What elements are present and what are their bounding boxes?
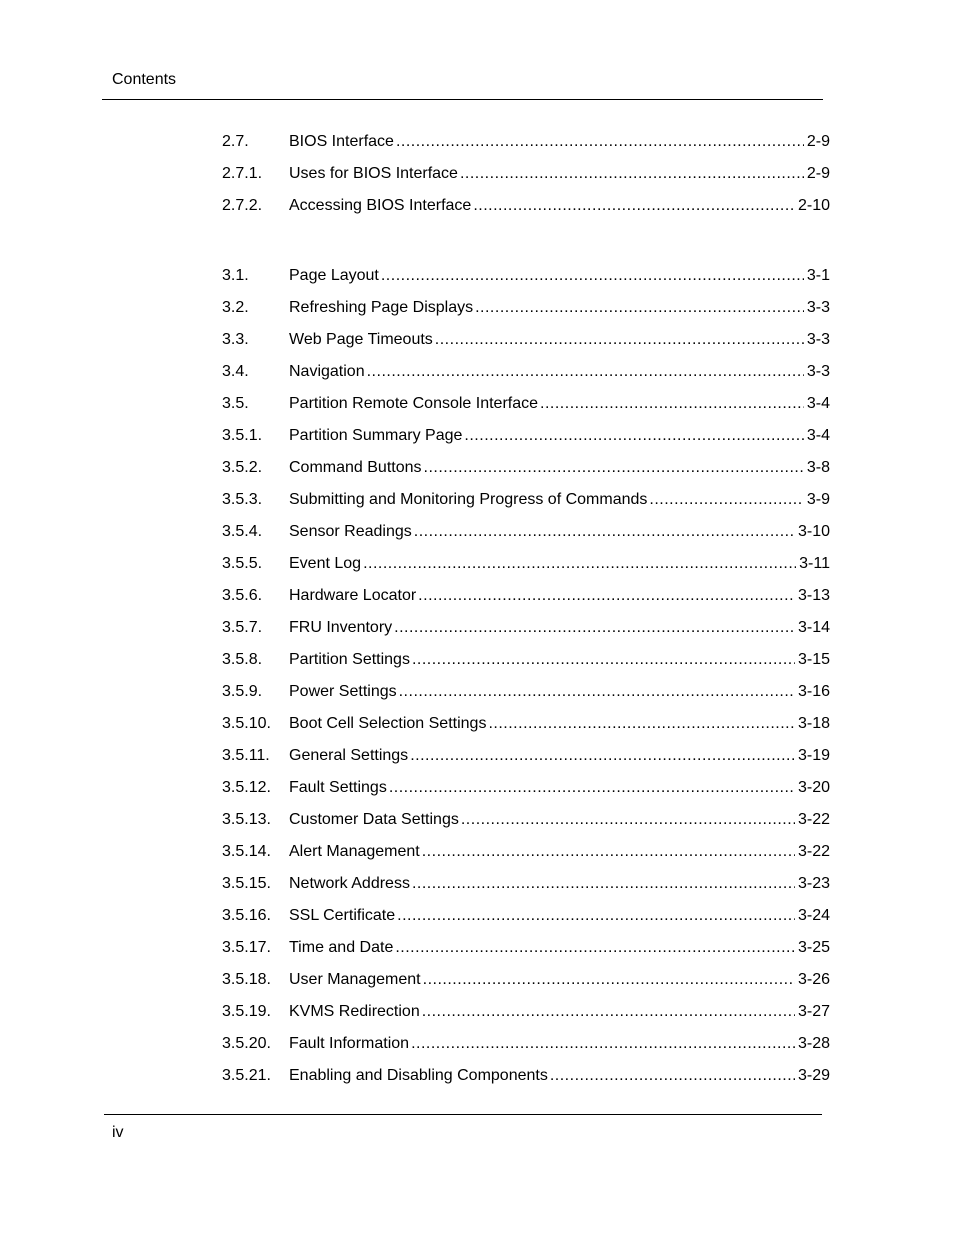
toc-dot-leader xyxy=(411,1033,795,1055)
toc-entry-number: 3.5.12. xyxy=(222,779,271,796)
toc-entry-title: KVMS Redirection xyxy=(289,1003,420,1020)
toc-entry-page: 3-8 xyxy=(806,459,830,476)
toc-dot-leader xyxy=(464,425,803,447)
footer-rule xyxy=(104,1114,822,1115)
toc-entry[interactable] xyxy=(222,649,830,681)
toc-entry-title: Uses for BIOS Interface xyxy=(289,165,458,182)
toc-entry-number: 2.7. xyxy=(222,133,249,150)
toc-entry-title: User Management xyxy=(289,971,421,988)
toc-entry[interactable] xyxy=(222,489,830,521)
toc-entry-number: 3.5.1. xyxy=(222,427,263,444)
toc-entry-number: 3.5.9. xyxy=(222,683,263,700)
toc-entry-number: 3.5.2. xyxy=(222,459,263,476)
toc-dot-leader xyxy=(394,617,795,639)
toc-entry[interactable] xyxy=(222,713,830,745)
toc-entry-number: 3.5. xyxy=(222,395,249,412)
toc-entry-number: 3.5.4. xyxy=(222,523,263,540)
toc-entry[interactable] xyxy=(222,777,830,809)
toc-entry-title: Time and Date xyxy=(289,939,394,956)
toc-entry-number: 3.5.17. xyxy=(222,939,271,956)
toc-entry-title: Accessing BIOS Interface xyxy=(289,197,472,214)
toc-entry-title: Boot Cell Selection Settings xyxy=(289,715,487,732)
toc-entry-title: Partition Summary Page xyxy=(289,427,463,444)
toc-group xyxy=(222,265,830,1097)
toc-entry-title: Network Address xyxy=(289,875,410,892)
toc-dot-leader xyxy=(461,809,795,831)
toc-entry-page: 3-27 xyxy=(797,1003,830,1020)
toc-dot-leader xyxy=(367,361,804,383)
toc-entry[interactable] xyxy=(222,131,830,163)
toc-entry-page: 2-9 xyxy=(806,165,830,182)
toc-entry-page: 3-19 xyxy=(797,747,830,764)
toc-entry-number: 3.5.6. xyxy=(222,587,263,604)
toc-entry-number: 3.3. xyxy=(222,331,249,348)
toc-dot-leader xyxy=(412,649,795,671)
toc-dot-leader xyxy=(418,585,795,607)
toc-entry[interactable] xyxy=(222,265,830,297)
toc-entry-page: 3-22 xyxy=(797,811,830,828)
toc-entry-page: 3-4 xyxy=(806,427,830,444)
toc-dot-leader xyxy=(460,163,804,185)
toc-dot-leader xyxy=(488,713,795,735)
toc-dot-leader xyxy=(412,873,795,895)
toc-entry[interactable] xyxy=(222,809,830,841)
toc-entry[interactable] xyxy=(222,425,830,457)
toc-entry-page: 3-3 xyxy=(806,363,830,380)
toc-entry-title: BIOS Interface xyxy=(289,133,394,150)
toc-dot-leader xyxy=(422,841,795,863)
footer-page-number: iv xyxy=(112,1124,124,1141)
toc-entry-page: 3-11 xyxy=(799,555,830,572)
toc-entry-title: FRU Inventory xyxy=(289,619,393,636)
toc-entry[interactable] xyxy=(222,163,830,195)
toc-entry[interactable] xyxy=(222,841,830,873)
toc-entry-title: Refreshing Page Displays xyxy=(289,299,474,316)
toc-dot-leader xyxy=(550,1065,795,1087)
toc-entry-title: Hardware Locator xyxy=(289,587,417,604)
toc-entry-title: Fault Settings xyxy=(289,779,387,796)
toc-entry-page: 3-18 xyxy=(797,715,830,732)
toc-entry-number: 3.5.14. xyxy=(222,843,271,860)
toc-entry-page: 3-29 xyxy=(797,1067,830,1084)
toc-entry-number: 3.5.11. xyxy=(222,747,270,764)
toc-dot-leader xyxy=(381,265,804,287)
toc-entry[interactable] xyxy=(222,585,830,617)
toc-entry[interactable] xyxy=(222,681,830,713)
toc-entry-number: 3.5.19. xyxy=(222,1003,271,1020)
toc-entry-title: Partition Remote Console Interface xyxy=(289,395,539,412)
toc-dot-leader xyxy=(399,681,795,703)
toc-entry-number: 3.5.5. xyxy=(222,555,263,572)
toc-entry-number: 3.1. xyxy=(222,267,249,284)
toc-entry-number: 3.5.20. xyxy=(222,1035,271,1052)
toc-dot-leader xyxy=(424,457,804,479)
toc-entry[interactable] xyxy=(222,457,830,489)
toc-entry-page: 3-16 xyxy=(797,683,830,700)
toc-entry[interactable] xyxy=(222,969,830,1001)
toc-entry-title: Power Settings xyxy=(289,683,397,700)
toc-entry-title: Enabling and Disabling Components xyxy=(289,1067,548,1084)
toc-entry[interactable] xyxy=(222,393,830,425)
toc-entry-number: 2.7.2. xyxy=(222,197,263,214)
toc-entry-page: 3-3 xyxy=(806,331,830,348)
toc-entry-title: Alert Management xyxy=(289,843,420,860)
toc-entry-page: 2-10 xyxy=(797,197,830,214)
toc-dot-leader xyxy=(395,937,795,959)
toc-entry-page: 3-20 xyxy=(797,779,830,796)
toc-dot-leader xyxy=(389,777,795,799)
toc-entry-page: 3-28 xyxy=(797,1035,830,1052)
toc-entry-title: Submitting and Monitoring Progress of Commands xyxy=(289,491,648,508)
toc-entry[interactable] xyxy=(222,1033,830,1065)
toc-entry[interactable] xyxy=(222,195,830,227)
toc-entry[interactable] xyxy=(222,297,830,329)
toc-entry-number: 2.7.1. xyxy=(222,165,263,182)
toc-dot-leader xyxy=(473,195,795,217)
toc-dot-leader xyxy=(363,553,796,575)
toc-dot-leader xyxy=(540,393,804,415)
toc-entry-page: 3-3 xyxy=(806,299,830,316)
toc-entry[interactable] xyxy=(222,937,830,969)
toc-entry-page: 3-4 xyxy=(806,395,830,412)
toc-entry[interactable] xyxy=(222,1065,830,1097)
toc-entry-title: Navigation xyxy=(289,363,365,380)
toc-entry[interactable] xyxy=(222,521,830,553)
toc-entry-title: Page Layout xyxy=(289,267,379,284)
toc-entry-number: 3.5.3. xyxy=(222,491,263,508)
toc-entry-page: 3-24 xyxy=(797,907,830,924)
toc-entry-page: 3-10 xyxy=(797,523,830,540)
toc-entry-title: Fault Information xyxy=(289,1035,410,1052)
toc-entry-title: Customer Data Settings xyxy=(289,811,459,828)
page-header-title: Contents xyxy=(112,71,177,88)
toc-entry-number: 3.4. xyxy=(222,363,249,380)
toc-entry[interactable] xyxy=(222,617,830,649)
toc-entry-page: 2-9 xyxy=(806,133,830,150)
toc-entry-number: 3.5.18. xyxy=(222,971,271,988)
toc-entry[interactable] xyxy=(222,905,830,937)
toc-entry-page: 3-13 xyxy=(797,587,830,604)
toc-dot-leader xyxy=(475,297,804,319)
toc-entry-page: 3-23 xyxy=(797,875,830,892)
toc-dot-leader xyxy=(435,329,804,351)
toc-entry-number: 3.2. xyxy=(222,299,249,316)
toc-entry-page: 3-22 xyxy=(797,843,830,860)
toc-entry-page: 3-25 xyxy=(797,939,830,956)
toc-entry-page: 3-9 xyxy=(806,491,830,508)
toc-entry-number: 3.5.13. xyxy=(222,811,271,828)
toc-dot-leader xyxy=(410,745,795,767)
toc-entry-number: 3.5.21. xyxy=(222,1067,271,1084)
toc-entry-number: 3.5.15. xyxy=(222,875,271,892)
toc-entry-page: 3-14 xyxy=(797,619,830,636)
toc-entry-title: Event Log xyxy=(289,555,362,572)
toc-dot-leader xyxy=(422,1001,795,1023)
toc-entry[interactable] xyxy=(222,361,830,393)
toc-entry[interactable] xyxy=(222,329,830,361)
toc-entry[interactable] xyxy=(222,1001,830,1033)
toc-entry[interactable] xyxy=(222,873,830,905)
toc-entry-title: Command Buttons xyxy=(289,459,422,476)
toc-entry-number: 3.5.10. xyxy=(222,715,271,732)
toc-entry-page: 3-26 xyxy=(797,971,830,988)
toc-entry-page: 3-15 xyxy=(797,651,830,668)
toc-entry-number: 3.5.16. xyxy=(222,907,271,924)
header-rule xyxy=(102,99,823,100)
toc-entry-title: Sensor Readings xyxy=(289,523,412,540)
toc-dot-leader xyxy=(397,905,795,927)
toc-dot-leader xyxy=(414,521,795,543)
toc-entry-title: Partition Settings xyxy=(289,651,410,668)
toc-entry[interactable] xyxy=(222,745,830,777)
toc-entry-title: General Settings xyxy=(289,747,409,764)
toc-group xyxy=(222,131,830,227)
toc-entry-number: 3.5.8. xyxy=(222,651,263,668)
toc-entry-title: Web Page Timeouts xyxy=(289,331,433,348)
toc-dot-leader xyxy=(396,131,804,153)
toc-entry-page: 3-1 xyxy=(806,267,830,284)
toc-dot-leader xyxy=(649,489,803,511)
toc-entry-title: SSL Certificate xyxy=(289,907,396,924)
toc-entry-number: 3.5.7. xyxy=(222,619,263,636)
toc-dot-leader xyxy=(423,969,795,991)
toc-entry[interactable] xyxy=(222,553,830,585)
